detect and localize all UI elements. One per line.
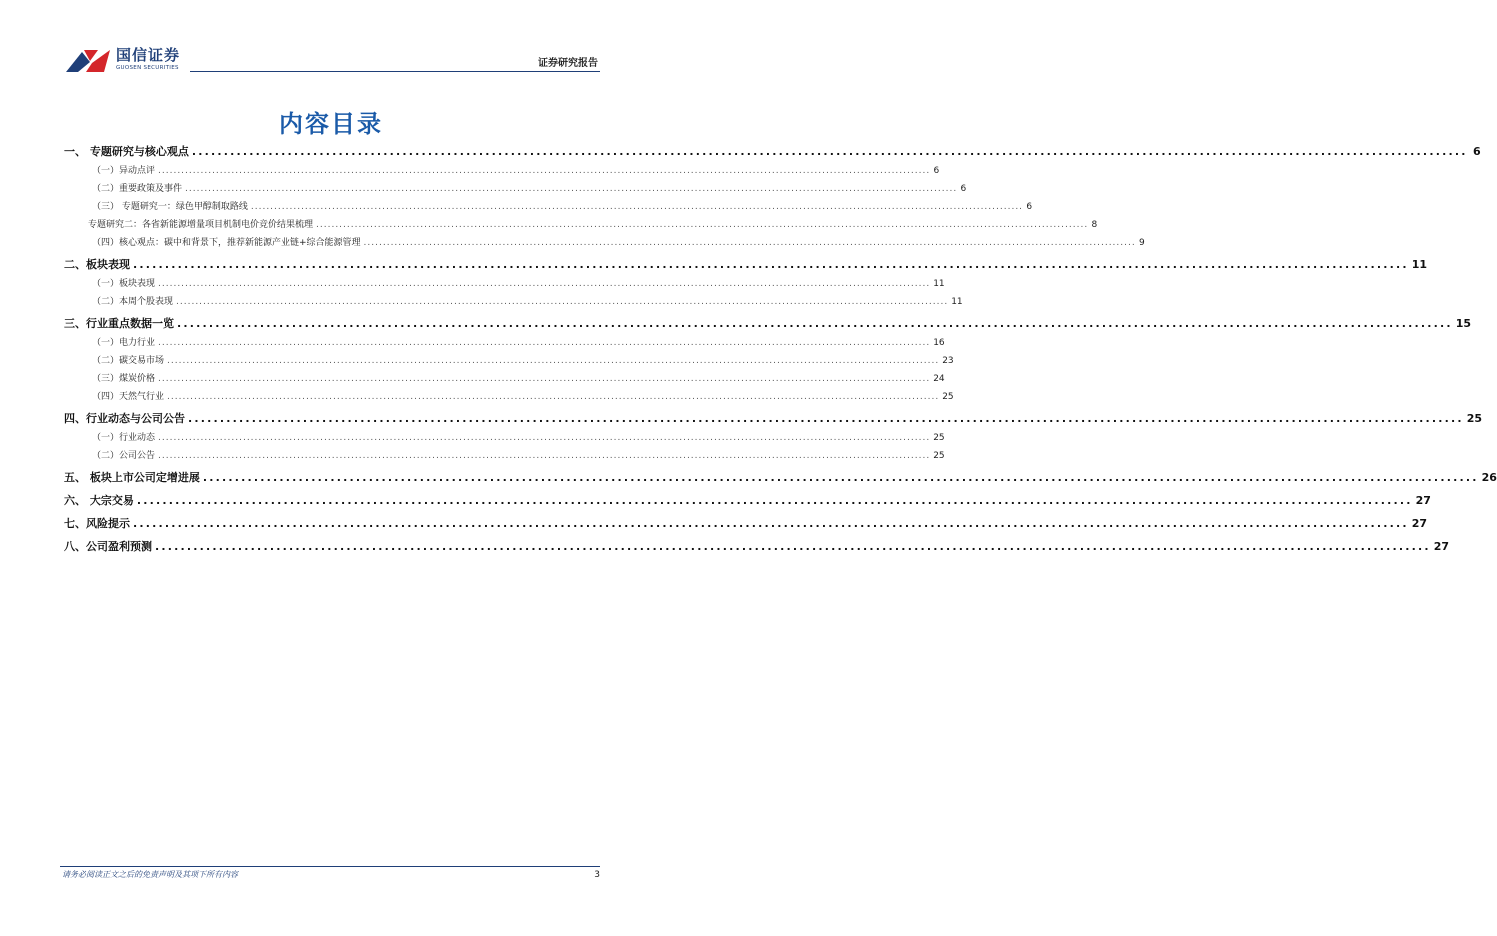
toc-entry-page: 11 — [1411, 258, 1428, 271]
toc-leader-dots: ........................................................................................................................................................................................................ — [191, 145, 1468, 158]
toc-entry-label: 一、 专题研究与核心观点 — [64, 145, 189, 158]
toc-entry-label: （一）行业动态 — [92, 433, 156, 443]
toc-leader-dots: ........................................................................................................................................................................................................ — [158, 338, 931, 348]
toc-leader-dots: ........................................................................................................................................................................................................ — [167, 392, 940, 402]
toc-entry-label: 四、行业动态与公司公告 — [64, 412, 185, 425]
toc-entry-page: 11 — [933, 279, 945, 289]
footer-disclaimer: 请务必阅读正文之后的免责声明及其项下所有内容 — [62, 870, 238, 879]
toc-entry-label: （一）板块表现 — [92, 279, 156, 289]
toc-chapter-entry[interactable] — [64, 492, 1431, 512]
toc-entry-page: 11 — [951, 297, 963, 307]
toc-entry-label: 二、板块表现 — [64, 258, 130, 271]
toc-section-entry[interactable] — [64, 276, 945, 294]
toc-entry-page: 27 — [1415, 494, 1431, 507]
footer-divider — [60, 866, 600, 867]
toc-chapter-entry[interactable] — [64, 515, 1428, 535]
toc-entry-page: 26 — [1481, 471, 1497, 484]
toc-entry-page: 6 — [1026, 202, 1033, 212]
header-divider — [190, 71, 600, 72]
toc-entry-page: 6 — [933, 166, 940, 176]
toc-entry-page: 24 — [933, 374, 945, 384]
toc-chapter-entry[interactable] — [64, 538, 1450, 558]
toc-chapter-entry[interactable] — [64, 469, 1497, 489]
toc-leader-dots: ........................................................................................................................................................................................................ — [176, 297, 949, 307]
toc-entry-page: 6 — [1472, 145, 1481, 158]
toc-leader-dots: ........................................................................................................................................................................................................ — [185, 184, 958, 194]
toc-section-entry[interactable] — [64, 217, 1098, 235]
toc-leader-dots: ........................................................................................................................................................................................................ — [158, 166, 931, 176]
toc-entry-label: （四）天然气行业 — [92, 392, 165, 402]
toc-entry-label: （四）核心观点：碳中和背景下，推荐新能源产业链+综合能源管理 — [92, 238, 361, 248]
toc-leader-dots: ........................................................................................................................................................................................................ — [158, 374, 931, 384]
brand-name-cn: 国信证券 — [116, 46, 181, 64]
toc-section-entry[interactable] — [64, 335, 945, 353]
toc-section-entry[interactable] — [64, 199, 1033, 217]
toc-entry-page: 25 — [1466, 412, 1483, 425]
brand-name-en: GUOSEN SECURITIES — [116, 65, 179, 71]
toc-leader-dots: ........................................................................................................................................................................................................ — [158, 433, 931, 443]
toc-entry-page: 15 — [1455, 317, 1472, 330]
toc-leader-dots: ........................................................................................................................................................................................................ — [133, 258, 1409, 271]
toc-section-entry[interactable] — [64, 389, 954, 407]
toc-section-entry[interactable] — [64, 294, 963, 312]
toc-entry-label: 八、公司盈利预测 — [64, 540, 152, 553]
toc-chapter-entry[interactable] — [64, 256, 1428, 276]
toc-leader-dots: ........................................................................................................................................................................................................ — [155, 540, 1431, 553]
document-type-label: 证券研究报告 — [538, 58, 598, 69]
toc-leader-dots: ........................................................................................................................................................................................................ — [363, 238, 1136, 248]
toc-leader-dots: ........................................................................................................................................................................................................ — [133, 517, 1409, 530]
toc-leader-dots: ........................................................................................................................................................................................................ — [202, 471, 1479, 484]
toc-entry-label: （二）公司公告 — [92, 451, 156, 461]
toc-leader-dots: ........................................................................................................................................................................................................ — [188, 412, 1464, 425]
toc-entry-page: 9 — [1138, 238, 1145, 248]
logo-mark-icon — [64, 46, 112, 74]
toc-entry-page: 16 — [933, 338, 945, 348]
toc-entry-label: （二）碳交易市场 — [92, 356, 165, 366]
company-logo — [64, 44, 184, 76]
toc-section-entry[interactable] — [64, 181, 967, 199]
toc-entry-label: （一）异动点评 — [92, 166, 156, 176]
toc-entry-page: 27 — [1411, 517, 1428, 530]
toc-entry-label: 七、风险提示 — [64, 517, 130, 530]
toc-leader-dots: ........................................................................................................................................................................................................ — [250, 202, 1024, 212]
toc-entry-label: （一）电力行业 — [92, 338, 156, 348]
toc-leader-dots: ........................................................................................................................................................................................................ — [158, 279, 931, 289]
toc-entry-label: （二）本周个股表现 — [92, 297, 174, 307]
toc-section-entry[interactable] — [64, 448, 945, 466]
toc-entry-label: 三、行业重点数据一览 — [64, 317, 174, 330]
toc-section-entry[interactable] — [64, 430, 945, 448]
toc-entry-label: （三）煤炭价格 — [92, 374, 156, 384]
toc-chapter-entry[interactable] — [64, 410, 1483, 430]
toc-chapter-entry[interactable] — [64, 143, 1481, 163]
toc-entry-page: 25 — [933, 451, 945, 461]
toc-entry-label: 五、 板块上市公司定增进展 — [64, 471, 200, 484]
toc-entry-label: 专题研究二：各省新能源增量项目机制电价竞价结果梳理 — [88, 220, 314, 230]
toc-entry-page: 25 — [933, 433, 945, 443]
toc-entry-label: 六、 大宗交易 — [64, 494, 134, 507]
toc-leader-dots: ........................................................................................................................................................................................................ — [167, 356, 940, 366]
toc-leader-dots: ........................................................................................................................................................................................................ — [158, 451, 931, 461]
page-header — [0, 0, 662, 80]
toc-section-entry[interactable] — [64, 371, 945, 389]
toc-entry-label: （三） 专题研究一：绿色甲醇制取路线 — [92, 202, 248, 212]
toc-entry-page: 6 — [960, 184, 967, 194]
toc-entry-page: 8 — [1091, 220, 1098, 230]
toc-entry-page: 23 — [942, 356, 954, 366]
toc-entry-label: （二）重要政策及事件 — [92, 184, 183, 194]
toc-leader-dots: ........................................................................................................................................................................................................ — [316, 220, 1089, 230]
toc-leader-dots: ........................................................................................................................................................................................................ — [136, 494, 1413, 507]
page-title: 内容目录 — [279, 110, 383, 138]
toc-leader-dots: ........................................................................................................................................................................................................ — [177, 317, 1453, 330]
toc-chapter-entry[interactable] — [64, 315, 1472, 335]
toc-entry-page: 25 — [942, 392, 954, 402]
toc-section-entry[interactable] — [64, 353, 954, 371]
page-number: 3 — [594, 870, 600, 880]
toc-section-entry[interactable] — [64, 235, 1145, 253]
table-of-contents — [64, 140, 1497, 558]
toc-section-entry[interactable] — [64, 163, 940, 181]
toc-entry-page: 27 — [1433, 540, 1450, 553]
